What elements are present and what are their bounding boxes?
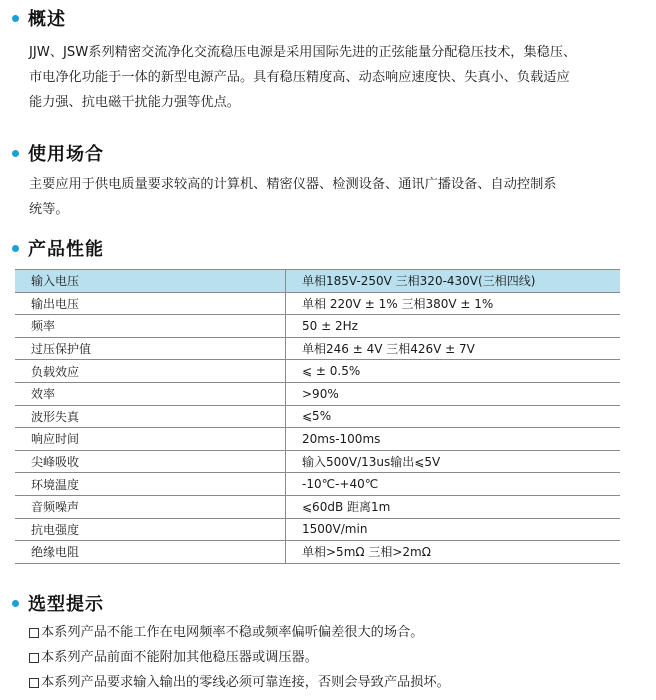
spec-label: 效率 (15, 382, 286, 405)
table-row (15, 495, 620, 518)
table-row (15, 541, 620, 564)
bullet-dot-icon (12, 600, 19, 607)
spec-value: 单相246 ± 4V 三相426V ± 7V (286, 337, 621, 360)
section-title: 概述 (28, 9, 66, 30)
spec-value: >90% (286, 382, 621, 405)
checkbox-square-icon (29, 628, 39, 638)
paragraph-line: JJW、JSW系列精密交流净化交流稳压电源是采用国际先进的正弦能量分配稳压技术，集稳压、 (29, 45, 577, 60)
selection-tips-list (29, 620, 450, 695)
spec-value: ⩽5% (286, 405, 621, 428)
spec-label: 负载效应 (15, 360, 286, 383)
spec-value: ⩽ ± 0.5% (286, 360, 621, 383)
paragraph-line: 市电净化功能于一体的新型电源产品。具有稳压精度高、动态响应速度快、失真小、负载适应 (29, 70, 570, 85)
table-row (15, 292, 620, 315)
spec-label: 尖峰吸收 (15, 450, 286, 473)
spec-label: 环境温度 (15, 473, 286, 496)
spec-value: 输入500V/13us输出⩽5V (286, 450, 621, 473)
bullet-dot-icon (12, 15, 19, 22)
performance-table (15, 269, 620, 564)
table-row (15, 315, 620, 338)
paragraph-line: 能力强、抗电磁干扰能力强等优点。 (29, 95, 240, 110)
spec-label: 波形失真 (15, 405, 286, 428)
table-row (15, 337, 620, 360)
spec-label: 频率 (15, 315, 286, 338)
spec-value: 单相185V-250V 三相320-430V(三相四线) (286, 270, 621, 293)
list-item (29, 670, 450, 695)
section-overview-heading (12, 5, 66, 31)
paragraph-line: 统等。 (29, 202, 69, 217)
section-performance-heading (12, 235, 104, 261)
list-item (29, 620, 450, 645)
table-row (15, 518, 620, 541)
spec-label: 输出电压 (15, 292, 286, 315)
spec-value: 20ms-100ms (286, 428, 621, 451)
spec-value: -10℃-+40℃ (286, 473, 621, 496)
checkbox-square-icon (29, 678, 39, 688)
table-row (15, 382, 620, 405)
table-row (15, 473, 620, 496)
spec-value: 单相>5mΩ 三相>2mΩ (286, 541, 621, 564)
table-row (15, 428, 620, 451)
usage-paragraph (29, 172, 629, 222)
overview-paragraph (29, 40, 629, 115)
table-row (15, 270, 620, 293)
table-row (15, 360, 620, 383)
spec-label: 抗电强度 (15, 518, 286, 541)
section-selection-heading (12, 590, 104, 616)
spec-value: 单相 220V ± 1% 三相380V ± 1% (286, 292, 621, 315)
spec-value: 1500V/min (286, 518, 621, 541)
tip-text: 本系列产品前面不能附加其他稳压器或调压器。 (41, 650, 318, 665)
spec-label: 响应时间 (15, 428, 286, 451)
spec-label: 绝缘电阻 (15, 541, 286, 564)
section-title: 使用场合 (28, 144, 104, 165)
bullet-dot-icon (12, 150, 19, 157)
paragraph-line: 主要应用于供电质量要求较高的计算机、精密仪器、检测设备、通讯广播设备、自动控制系 (29, 177, 557, 192)
tip-text: 本系列产品要求输入输出的零线必须可靠连接，否则会导致产品损坏。 (41, 675, 450, 690)
table-row (15, 405, 620, 428)
bullet-dot-icon (12, 245, 19, 252)
checkbox-square-icon (29, 653, 39, 663)
spec-label: 过压保护值 (15, 337, 286, 360)
spec-value: 50 ± 2Hz (286, 315, 621, 338)
spec-value: ⩽60dB 距离1m (286, 495, 621, 518)
table-row (15, 450, 620, 473)
section-usage-heading (12, 140, 104, 166)
tip-text: 本系列产品不能工作在电网频率不稳或频率偏听偏差很大的场合。 (41, 625, 424, 640)
spec-label: 音频噪声 (15, 495, 286, 518)
section-title: 产品性能 (28, 239, 104, 260)
spec-label: 输入电压 (15, 270, 286, 293)
list-item (29, 645, 450, 670)
section-title: 选型提示 (28, 594, 104, 615)
